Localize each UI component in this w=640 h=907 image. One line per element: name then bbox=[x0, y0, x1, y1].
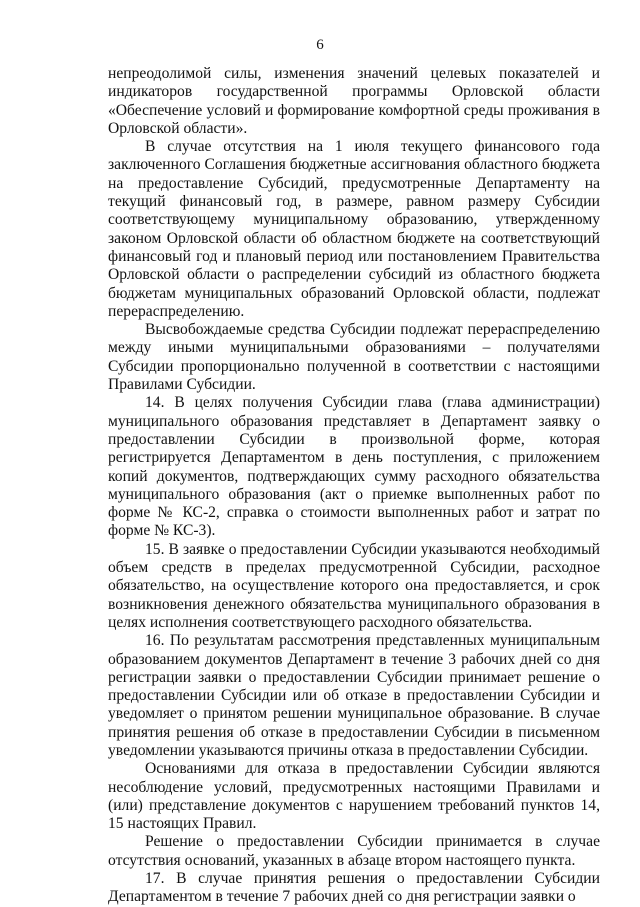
paragraph-item-14: 14. В целях получения Субсидии глава (глава администрации) муниципального образования представляет в Департамент заявку о предоставлении Субсидии в произвольной форме, которая регистрируется Департаментом в день поступления, с приложением копий документов, подтверждающих сумму расходного обязательства муниципального образования (акт о приемке выполненных работ по форме № КС-2, справка о стоимости выполненных работ и затрат по форме № КС-3). bbox=[108, 394, 600, 540]
page-number: 6 bbox=[316, 37, 324, 53]
paragraph-item-16: 16. По результатам рассмотрения представленных муниципальным образованием документов Департамент в течение 3 рабочих дней со дня регистрации заявки о предоставлении Субсидии принимает решение о предоставлении Субсидии или об отказе в предоставлении Субсидии и уведомляет о принятом решении муниципальное образование. В случае принятия решения об отказе в предоставлении Субсидии в письменном уведомлении указываются причины отказа в предоставлении Субсидии. bbox=[108, 632, 600, 759]
paragraph-refusal-grounds: Основаниями для отказа в предоставлении Субсидии являются несоблюдение условий, предусмотренных настоящими Правилами и (или) представление документов с нарушением требований пунктов 14, 15 настоящих Правил. bbox=[108, 760, 600, 833]
paragraph-decision: Решение о предоставлении Субсидии принимается в случае отсутствия оснований, указанных в абзаце втором настоящего пункта. bbox=[108, 833, 600, 869]
paragraph-continuation: непреодолимой силы, изменения значений целевых показателей и индикаторов государственной программы Орловской области «Обеспечение условий и формирование комфортной среды проживания в Орловской области». bbox=[108, 65, 600, 137]
paragraph-item-17: 17. В случае принятия решения о предоставлении Субсидии Департаментом в течение 7 рабочих дней со дня регистрации заявки о bbox=[108, 870, 600, 906]
paragraph-released-funds: Высвобождаемые средства Субсидии подлежат перераспределению между иными муниципальными образованиями – получателями Субсидии пропорционально полученной в соответствии с настоящими Правилами Субсидии. bbox=[108, 321, 600, 394]
document-body bbox=[108, 65, 600, 907]
paragraph-subsidy-reallocation: В случае отсутствия на 1 июля текущего финансового года заключенного Соглашения бюджетные ассигнования областного бюджета на предоставление Субсидий, предусмотренные Департаменту на текущий финансовый год, в размере, равном размеру Субсидии соответствующему муниципальному образованию, утвержденному законом Орловской области об областном бюджете на соответствующий финансовый год и плановый период или постановлением Правительства Орловской области о распределении субсидий из областного бюджета бюджетам муниципальных образований Орловской области, подлежат перераспределению. bbox=[108, 138, 600, 320]
paragraph-item-15: 15. В заявке о предоставлении Субсидии указываются необходимый объем средств в пределах предусмотренной Субсидии, расходное обязательство, на осуществление которого она предоставляется, и срок возникновения денежного обязательства муниципального образования в целях исполнения соответствующего расходного обязательства. bbox=[108, 540, 600, 631]
